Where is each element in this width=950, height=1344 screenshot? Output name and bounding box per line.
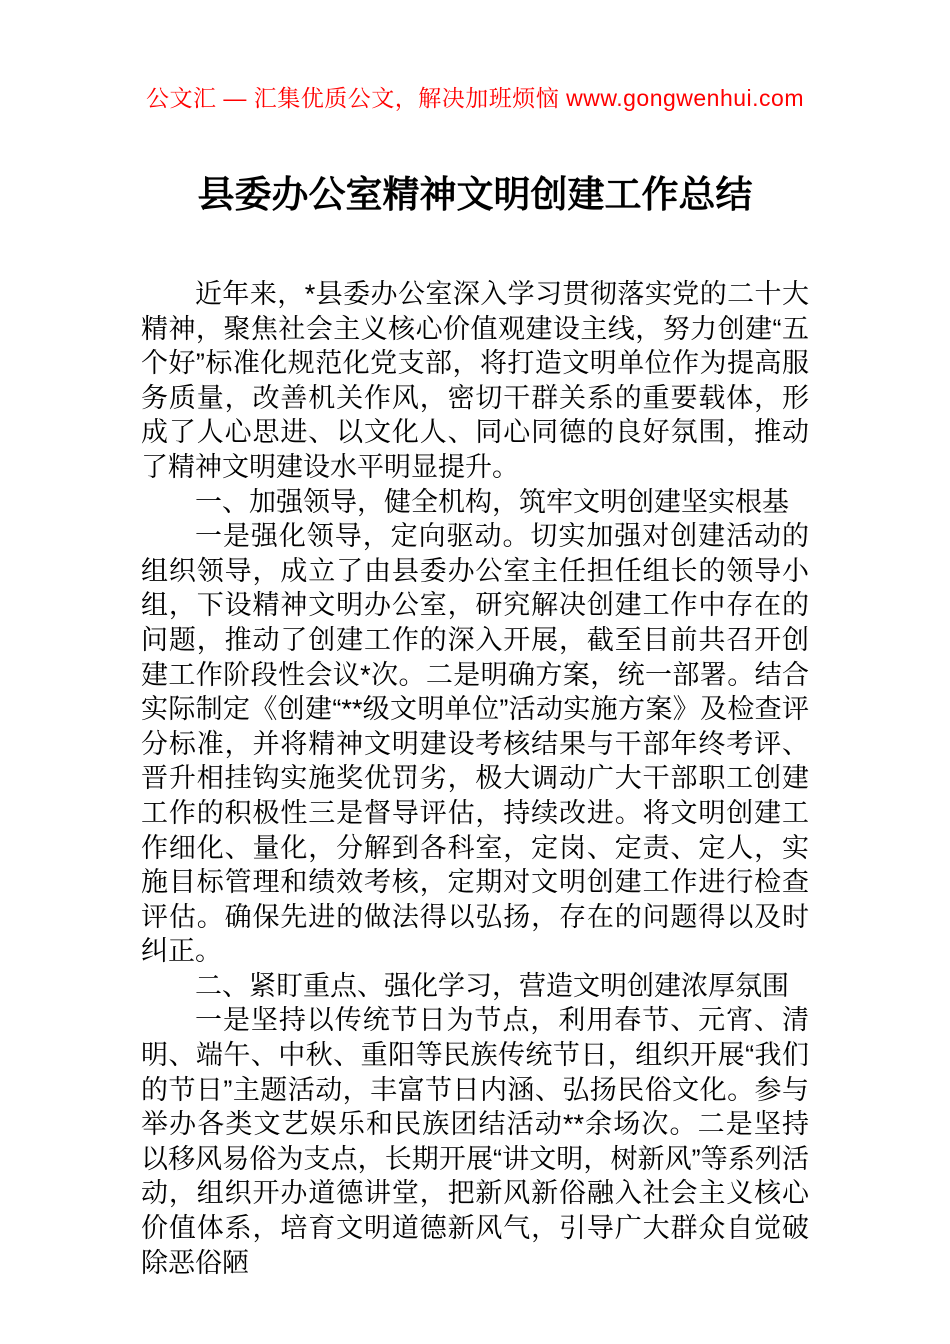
document-title: 县委办公室精神文明创建工作总结 bbox=[197, 174, 753, 215]
document-body bbox=[141, 277, 809, 1280]
section-1-paragraph: 一是强化领导，定向驱动。切实加强对创建活动的组织领导，成立了由县委办公室主任担任组长的领导小组，下设精神文明办公室，研究解决创建工作中存在的问题，推动了创建工作的深入开展，截至目前共召开创建工作阶段性会议*次。二是明确方案，统一部署。结合实际制定《创建“**级文明单位”活动实施方案》及检查评分标准，并将精神文明建设考核结果与干部年终考评、晋升相挂钩实施奖优罚劣，极大调动广大干部职工创建工作的积极性三是督导评估，持续改进。将文明创建工作细化、量化，分解到各科室，定岗、定责、定人，实施目标管理和绩效考核，定期对文明创建工作进行检查评估。确保先进的做法得以弘扬，存在的问题得以及时纠正。 bbox=[141, 521, 809, 967]
section-2-heading: 二、紧盯重点、强化学习，营造文明创建浓厚氛围 bbox=[195, 970, 789, 1001]
section-1-heading: 一、加强领导，健全机构，筑牢文明创建坚实根基 bbox=[195, 486, 789, 517]
intro-paragraph: 近年来，*县委办公室深入学习贯彻落实党的二十大精神，聚焦社会主义核心价值观建设主线，努力创建“五个好”标准化规范化党支部，将打造文明单位作为提高服务质量，改善机关作风，密切干群关系的重要载体，形成了人心思进、以文化人、同心同德的良好氛围，推动了精神文明建设水平明显提升。 bbox=[141, 279, 809, 482]
section-2-paragraph: 一是坚持以传统节日为节点，利用春节、元宵、清明、端午、中秋、重阳等民族传统节日，组织开展“我们的节日”主题活动，丰富节日内涵、弘扬民俗文化。参与举办各类文艺娱乐和民族团结活动**余场次。二是坚持以移风易俗为支点，长期开展“讲文明，树新风”等系列活动，组织开办道德讲堂，把新风新俗融入社会主义核心价值体系，培育文明道德新风气，引导广大群众自觉破除恶俗陋 bbox=[141, 1005, 809, 1278]
site-watermark-text: 公文汇 — 汇集优质公文，解决加班烦恼 www.gongwenhui.com bbox=[145, 85, 804, 111]
